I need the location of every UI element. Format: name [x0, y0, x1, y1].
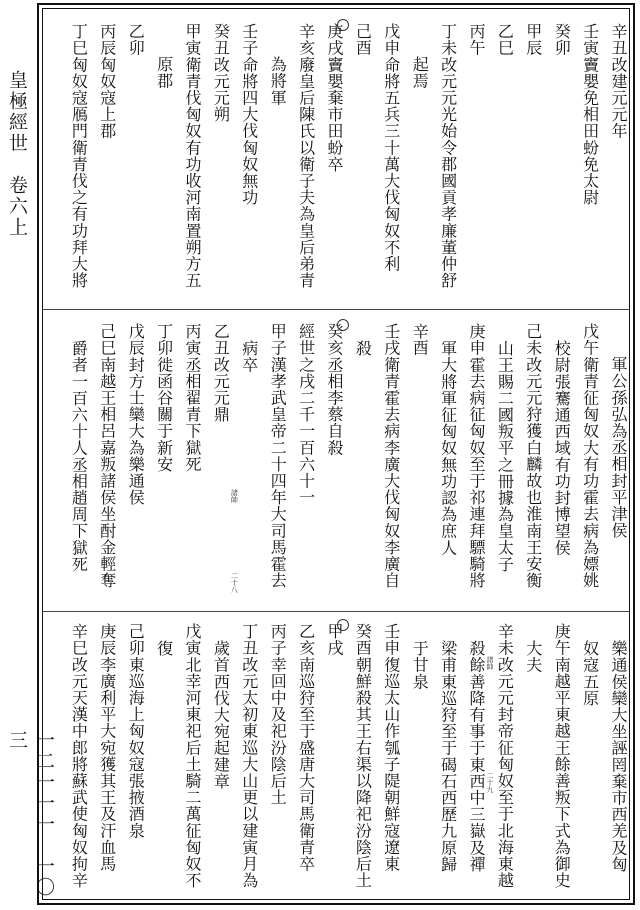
text-column: 甲戌: [325, 623, 344, 657]
text-column: 壬戌衛青霍去病李廣大伐匈奴李廣自: [381, 323, 401, 589]
text-column: 壬子命將四大伐匈奴無功: [239, 23, 259, 206]
text-column: 壬申復巡太山作瓠子隄朝鮮寇遼東: [381, 623, 401, 872]
text-column: 辛丑改建元元年: [609, 23, 628, 140]
text-column: 乙亥南巡狩至于盛唐大司馬衛青卒: [296, 623, 316, 872]
text-column: 甲辰: [523, 23, 543, 57]
text-column: 丁卯徙函谷關于新安: [154, 323, 174, 473]
section-marker: [337, 319, 349, 331]
text-column: 爵者一百六十人丞相趙周下獄死: [69, 339, 89, 572]
text-column: 辛巳改元天漢中郎將蘇武使匈奴拘辛: [69, 623, 89, 889]
text-column: 奴寇五原: [580, 639, 600, 706]
text-column: 起焉: [410, 56, 430, 90]
text-column: 校尉張騫通西域有功封博望侯: [552, 339, 572, 556]
text-column: 樂通侯欒大坐誣罔棄市西羌及匈: [609, 639, 628, 872]
text-column: 庚辰李廣利平大宛獲其王及汗血馬: [97, 623, 117, 872]
text-column: 癸亥丞相李蔡自殺: [325, 323, 344, 456]
text-column: 己卯東巡海上匈奴寇張掖酒泉: [126, 623, 146, 839]
text-column: 病卒: [239, 339, 259, 373]
text-column: 歲首西伐大宛起建章: [211, 639, 231, 789]
section-marker: [337, 19, 349, 31]
text-column: 辛酉: [410, 323, 430, 357]
text-column: 己巳南越王相呂嘉叛諸侯坐酎金輕奪: [97, 323, 117, 589]
text-section-bottom: [43, 623, 629, 905]
text-column: 戊午衛青征匈奴大有功霍去病為嫖姚: [580, 323, 600, 589]
page-number-margin: 一二一一一 一〇三: [6, 730, 55, 898]
text-column: 軍公孫弘為丞相封平津侯: [609, 356, 628, 539]
text-column: 甲子漢孝武皇帝二十四年大司馬霍去: [268, 323, 288, 589]
text-column: 戊寅北幸河東祀后土騎二萬征匈奴不: [183, 623, 202, 889]
text-column: 庚戌竇嬰棄市田蚡卒: [325, 23, 344, 173]
text-section-top: [43, 23, 629, 305]
text-column: 乙卯: [126, 23, 146, 57]
text-column: 庚午南越平東越王餘善叛下式為御史: [552, 623, 572, 889]
text-column: 庚申霍去病征匈奴至于祁連拜驃騎將: [467, 323, 486, 589]
text-column: 辛未改元元封帝征匈奴至于北海東越: [495, 623, 515, 889]
text-column: 復: [154, 639, 174, 657]
section-divider: [43, 611, 629, 612]
text-column: 丙寅丞相翟青下獄死: [183, 323, 202, 473]
text-column: 癸丑改元元朔: [211, 23, 231, 123]
text-column: 山王賜二國叛平之冊據為皇太子: [495, 339, 515, 572]
marginal-note: 諸帥: [486, 656, 494, 671]
page-inner-border: [42, 8, 630, 900]
section-marker: [337, 619, 349, 631]
text-column: 乙巳: [495, 23, 515, 57]
text-column: 乙丑改元元鼎: [211, 323, 231, 423]
text-column: 癸卯: [552, 23, 572, 57]
text-column: 辛亥廢皇后陳氏以衛子夫為皇后弟青: [296, 23, 316, 289]
text-column: 原郡: [154, 56, 174, 90]
text-column: 戊辰封方士欒大為樂通侯: [126, 323, 146, 506]
text-column: 甲寅衛青伐匈奴有功收河南置朔方五: [183, 23, 202, 289]
text-column: 癸酉朝鮮殺其王右渠以降祀汾陰后土: [353, 623, 373, 889]
text-column: 丁未改元元光始令郡國貢孝廉董仲舒: [438, 23, 458, 289]
book-title-margin: 皇極經世 卷六上: [6, 70, 28, 238]
text-column: 丙午: [467, 23, 486, 57]
text-column: 己未改元元狩獲白麟故也淮南王安衡: [523, 323, 543, 589]
text-column: 梁甫東巡狩至于碣石西歷九原歸: [438, 639, 458, 872]
page-frame: [37, 3, 635, 905]
section-divider: [43, 309, 629, 310]
text-column: 經世之戌二千一百六十一: [296, 323, 316, 506]
text-column: 己酉: [353, 23, 373, 57]
marginal-note: 二十八: [230, 572, 239, 593]
text-column: 丙子幸回中及祀汾陰后土: [268, 623, 288, 806]
text-column: 壬寅竇嬰免相田蚡免太尉: [580, 23, 600, 206]
text-column: 戊申命將五兵三十萬大伐匈奴不利: [381, 23, 401, 272]
text-column: 丙辰匈奴寇上郡: [97, 23, 117, 140]
marginal-note: 二十九: [486, 772, 494, 794]
text-section-middle: [43, 323, 629, 605]
text-column: 于甘泉: [410, 639, 430, 690]
text-column: 丁丑改元太初東巡大山更以建寅月為: [239, 623, 259, 889]
text-column: 丁巳匈奴寇鴈門衛青伐之有功拜大將: [69, 23, 89, 289]
text-column: 殺: [353, 339, 373, 357]
marginal-note: 諸帥: [230, 489, 239, 503]
text-column: 為將軍: [268, 56, 288, 106]
text-column: 殺餘善降有事于東西中三嶽及禪: [467, 639, 486, 872]
text-column: 軍大將軍征匈奴無功認為庶人: [438, 339, 458, 556]
text-column: 大夫: [523, 639, 543, 673]
